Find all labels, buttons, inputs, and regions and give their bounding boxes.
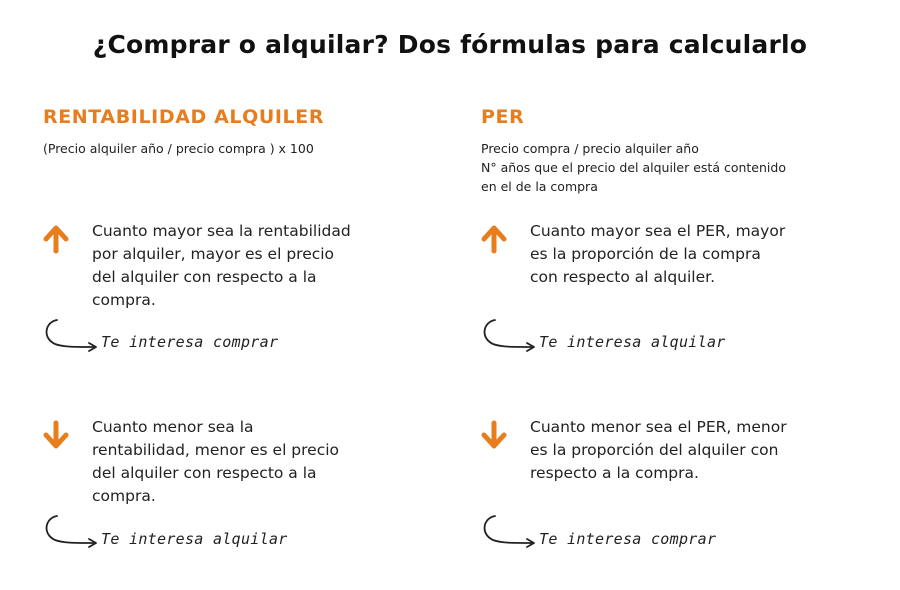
recommendation-note: Te interesa comprar xyxy=(539,530,717,548)
arrow-up-icon xyxy=(481,224,507,254)
formula-line: Precio compra / precio alquiler año xyxy=(481,141,699,156)
per-column xyxy=(481,106,881,576)
formula-line: (Precio alquiler año / precio compra ) x 100 xyxy=(43,141,314,156)
section-heading: RENTABILIDAD ALQUILER xyxy=(43,106,325,128)
text-line: respecto a la compra. xyxy=(530,464,699,482)
text-line: Cuanto mayor sea el PER, mayor xyxy=(530,222,786,240)
curved-arrow-icon xyxy=(43,512,107,552)
arrow-down-icon xyxy=(481,420,507,450)
recommendation-note: Te interesa alquilar xyxy=(539,333,726,351)
text-line: Cuanto menor sea la xyxy=(92,418,254,436)
page-title: ¿Comprar o alquilar? Dos fórmulas para calcularlo xyxy=(92,30,808,59)
arrow-down-icon xyxy=(43,420,69,450)
text-line: del alquiler con respecto a la xyxy=(92,268,317,286)
curved-arrow-icon xyxy=(43,316,107,356)
curved-arrow-icon xyxy=(481,512,545,552)
section-heading: PER xyxy=(481,106,525,128)
arrow-up-icon xyxy=(43,224,69,254)
explanation-text xyxy=(530,220,850,289)
formula-line: N° años que el precio del alquiler está contenido xyxy=(481,160,786,175)
curved-arrow-icon xyxy=(481,316,545,356)
explanation-text xyxy=(530,416,850,485)
text-line: compra. xyxy=(92,291,156,309)
formula xyxy=(481,139,861,196)
text-line: compra. xyxy=(92,487,156,505)
text-line: por alquiler, mayor es el precio xyxy=(92,245,335,263)
text-line: Cuanto menor sea el PER, menor xyxy=(530,418,787,436)
text-line: con respecto al alquiler. xyxy=(530,268,716,286)
text-line: es la proporción del alquiler con xyxy=(530,441,779,459)
text-line: Cuanto mayor sea la rentabilidad xyxy=(92,222,351,240)
text-line: es la proporción de la compra xyxy=(530,245,761,263)
rentabilidad-column xyxy=(43,106,443,576)
explanation-text xyxy=(92,220,412,312)
text-line: del alquiler con respecto a la xyxy=(92,464,317,482)
recommendation-note: Te interesa alquilar xyxy=(101,530,288,548)
formula-line: en el de la compra xyxy=(481,179,598,194)
formula xyxy=(43,139,423,158)
text-line: rentabilidad, menor es el precio xyxy=(92,441,340,459)
recommendation-note: Te interesa comprar xyxy=(101,333,279,351)
explanation-text xyxy=(92,416,412,508)
